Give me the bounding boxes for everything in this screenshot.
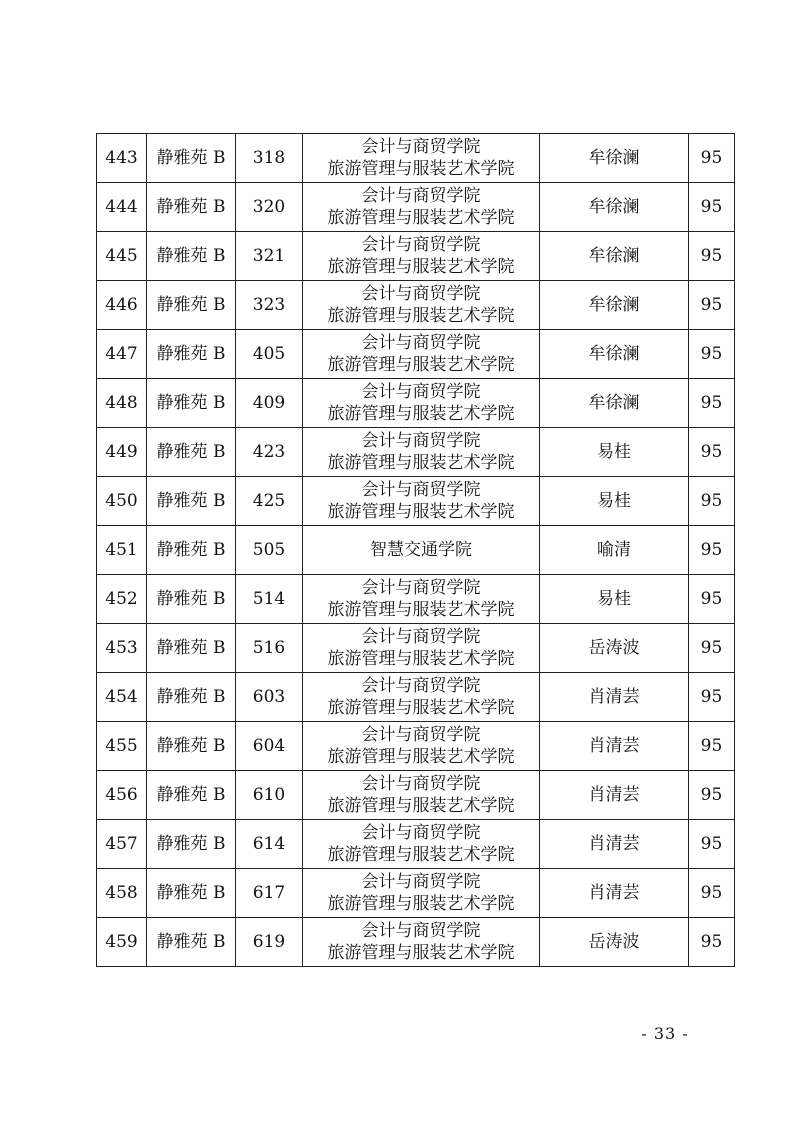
room-number: 516: [236, 624, 303, 673]
table-row: [97, 428, 735, 477]
table-row: [97, 232, 735, 281]
college-names: [303, 134, 540, 183]
responsible-person: 肖清芸: [540, 869, 689, 918]
inspection-table: [96, 133, 735, 967]
responsible-person: 喻清: [540, 526, 689, 575]
room-number: 409: [236, 379, 303, 428]
building-name: 静雅苑 B: [147, 281, 236, 330]
score: 95: [689, 722, 735, 771]
room-number: 321: [236, 232, 303, 281]
table-body: [97, 134, 735, 967]
room-number: 619: [236, 918, 303, 967]
college-name-line: 旅游管理与服装艺术学院: [327, 159, 515, 179]
college-name-line: 旅游管理与服装艺术学院: [327, 943, 515, 963]
table-row: [97, 673, 735, 722]
score: 95: [689, 183, 735, 232]
room-number: 323: [236, 281, 303, 330]
building-name: 静雅苑 B: [147, 232, 236, 281]
college-name-line: 会计与商贸学院: [361, 627, 481, 647]
college-names: [303, 575, 540, 624]
responsible-person: 易桂: [540, 428, 689, 477]
table-row: [97, 477, 735, 526]
building-name: 静雅苑 B: [147, 134, 236, 183]
college-name-line: 会计与商贸学院: [361, 872, 481, 892]
building-name: 静雅苑 B: [147, 526, 236, 575]
building-name: 静雅苑 B: [147, 722, 236, 771]
college-name-line: 会计与商贸学院: [361, 137, 481, 157]
table-row: [97, 379, 735, 428]
college-name-line: 旅游管理与服装艺术学院: [327, 894, 515, 914]
row-number: 455: [97, 722, 147, 771]
building-name: 静雅苑 B: [147, 771, 236, 820]
room-number: 617: [236, 869, 303, 918]
row-number: 448: [97, 379, 147, 428]
building-name: 静雅苑 B: [147, 869, 236, 918]
table-row: [97, 134, 735, 183]
college-name-line: 会计与商贸学院: [361, 431, 481, 451]
college-names: [303, 281, 540, 330]
college-name-line: 会计与商贸学院: [361, 235, 481, 255]
college-names: [303, 428, 540, 477]
college-name-line: 旅游管理与服装艺术学院: [327, 306, 515, 326]
page-number: - 33 -: [641, 1024, 689, 1043]
row-number: 446: [97, 281, 147, 330]
table-row: [97, 183, 735, 232]
building-name: 静雅苑 B: [147, 820, 236, 869]
building-name: 静雅苑 B: [147, 183, 236, 232]
table-row: [97, 624, 735, 673]
table-row: [97, 722, 735, 771]
score: 95: [689, 771, 735, 820]
table-row: [97, 526, 735, 575]
building-name: 静雅苑 B: [147, 673, 236, 722]
college-names: [303, 379, 540, 428]
responsible-person: 肖清芸: [540, 722, 689, 771]
score: 95: [689, 673, 735, 722]
building-name: 静雅苑 B: [147, 379, 236, 428]
responsible-person: 牟徐澜: [540, 232, 689, 281]
college-names: [303, 477, 540, 526]
score: 95: [689, 526, 735, 575]
room-number: 614: [236, 820, 303, 869]
college-name-line: 旅游管理与服装艺术学院: [327, 208, 515, 228]
row-number: 459: [97, 918, 147, 967]
table-row: [97, 869, 735, 918]
row-number: 452: [97, 575, 147, 624]
score: 95: [689, 379, 735, 428]
college-name-line: 会计与商贸学院: [361, 186, 481, 206]
college-names: [303, 624, 540, 673]
college-name-line: 旅游管理与服装艺术学院: [327, 600, 515, 620]
responsible-person: 肖清芸: [540, 673, 689, 722]
college-name-line: 会计与商贸学院: [361, 823, 481, 843]
room-number: 405: [236, 330, 303, 379]
score: 95: [689, 281, 735, 330]
building-name: 静雅苑 B: [147, 575, 236, 624]
score: 95: [689, 428, 735, 477]
responsible-person: 肖清芸: [540, 820, 689, 869]
college-name-line: 旅游管理与服装艺术学院: [327, 502, 515, 522]
college-names: [303, 526, 540, 575]
room-number: 604: [236, 722, 303, 771]
college-names: [303, 869, 540, 918]
score: 95: [689, 330, 735, 379]
building-name: 静雅苑 B: [147, 330, 236, 379]
row-number: 447: [97, 330, 147, 379]
college-name-line: 智慧交通学院: [370, 540, 472, 560]
table-row: [97, 281, 735, 330]
responsible-person: 岳涛波: [540, 624, 689, 673]
building-name: 静雅苑 B: [147, 477, 236, 526]
college-name-line: 旅游管理与服装艺术学院: [327, 355, 515, 375]
score: 95: [689, 575, 735, 624]
college-name-line: 会计与商贸学院: [361, 382, 481, 402]
score: 95: [689, 134, 735, 183]
score: 95: [689, 869, 735, 918]
room-number: 425: [236, 477, 303, 526]
row-number: 450: [97, 477, 147, 526]
row-number: 444: [97, 183, 147, 232]
college-names: [303, 771, 540, 820]
room-number: 505: [236, 526, 303, 575]
college-name-line: 会计与商贸学院: [361, 774, 481, 794]
college-names: [303, 183, 540, 232]
responsible-person: 肖清芸: [540, 771, 689, 820]
building-name: 静雅苑 B: [147, 624, 236, 673]
responsible-person: 牟徐澜: [540, 379, 689, 428]
college-name-line: 会计与商贸学院: [361, 284, 481, 304]
college-name-line: 会计与商贸学院: [361, 578, 481, 598]
responsible-person: 牟徐澜: [540, 281, 689, 330]
responsible-person: 易桂: [540, 477, 689, 526]
row-number: 458: [97, 869, 147, 918]
room-number: 318: [236, 134, 303, 183]
row-number: 457: [97, 820, 147, 869]
score: 95: [689, 918, 735, 967]
college-name-line: 会计与商贸学院: [361, 480, 481, 500]
responsible-person: 岳涛波: [540, 918, 689, 967]
college-names: [303, 232, 540, 281]
row-number: 451: [97, 526, 147, 575]
college-names: [303, 820, 540, 869]
row-number: 454: [97, 673, 147, 722]
row-number: 443: [97, 134, 147, 183]
college-names: [303, 722, 540, 771]
row-number: 449: [97, 428, 147, 477]
score: 95: [689, 820, 735, 869]
table-row: [97, 918, 735, 967]
responsible-person: 牟徐澜: [540, 330, 689, 379]
room-number: 610: [236, 771, 303, 820]
table-row: [97, 820, 735, 869]
score: 95: [689, 624, 735, 673]
building-name: 静雅苑 B: [147, 428, 236, 477]
college-names: [303, 918, 540, 967]
college-name-line: 会计与商贸学院: [361, 333, 481, 353]
college-name-line: 会计与商贸学院: [361, 921, 481, 941]
room-number: 320: [236, 183, 303, 232]
college-names: [303, 673, 540, 722]
college-name-line: 旅游管理与服装艺术学院: [327, 747, 515, 767]
college-name-line: 旅游管理与服装艺术学院: [327, 257, 515, 277]
table-row: [97, 330, 735, 379]
room-number: 514: [236, 575, 303, 624]
score: 95: [689, 477, 735, 526]
room-number: 603: [236, 673, 303, 722]
college-name-line: 旅游管理与服装艺术学院: [327, 453, 515, 473]
room-number: 423: [236, 428, 303, 477]
row-number: 453: [97, 624, 147, 673]
college-names: [303, 330, 540, 379]
college-name-line: 会计与商贸学院: [361, 725, 481, 745]
table-row: [97, 771, 735, 820]
responsible-person: 牟徐澜: [540, 183, 689, 232]
responsible-person: 牟徐澜: [540, 134, 689, 183]
college-name-line: 旅游管理与服装艺术学院: [327, 796, 515, 816]
college-name-line: 会计与商贸学院: [361, 676, 481, 696]
building-name: 静雅苑 B: [147, 918, 236, 967]
row-number: 445: [97, 232, 147, 281]
college-name-line: 旅游管理与服装艺术学院: [327, 698, 515, 718]
score: 95: [689, 232, 735, 281]
college-name-line: 旅游管理与服装艺术学院: [327, 649, 515, 669]
row-number: 456: [97, 771, 147, 820]
college-name-line: 旅游管理与服装艺术学院: [327, 845, 515, 865]
responsible-person: 易桂: [540, 575, 689, 624]
table-row: [97, 575, 735, 624]
college-name-line: 旅游管理与服装艺术学院: [327, 404, 515, 424]
